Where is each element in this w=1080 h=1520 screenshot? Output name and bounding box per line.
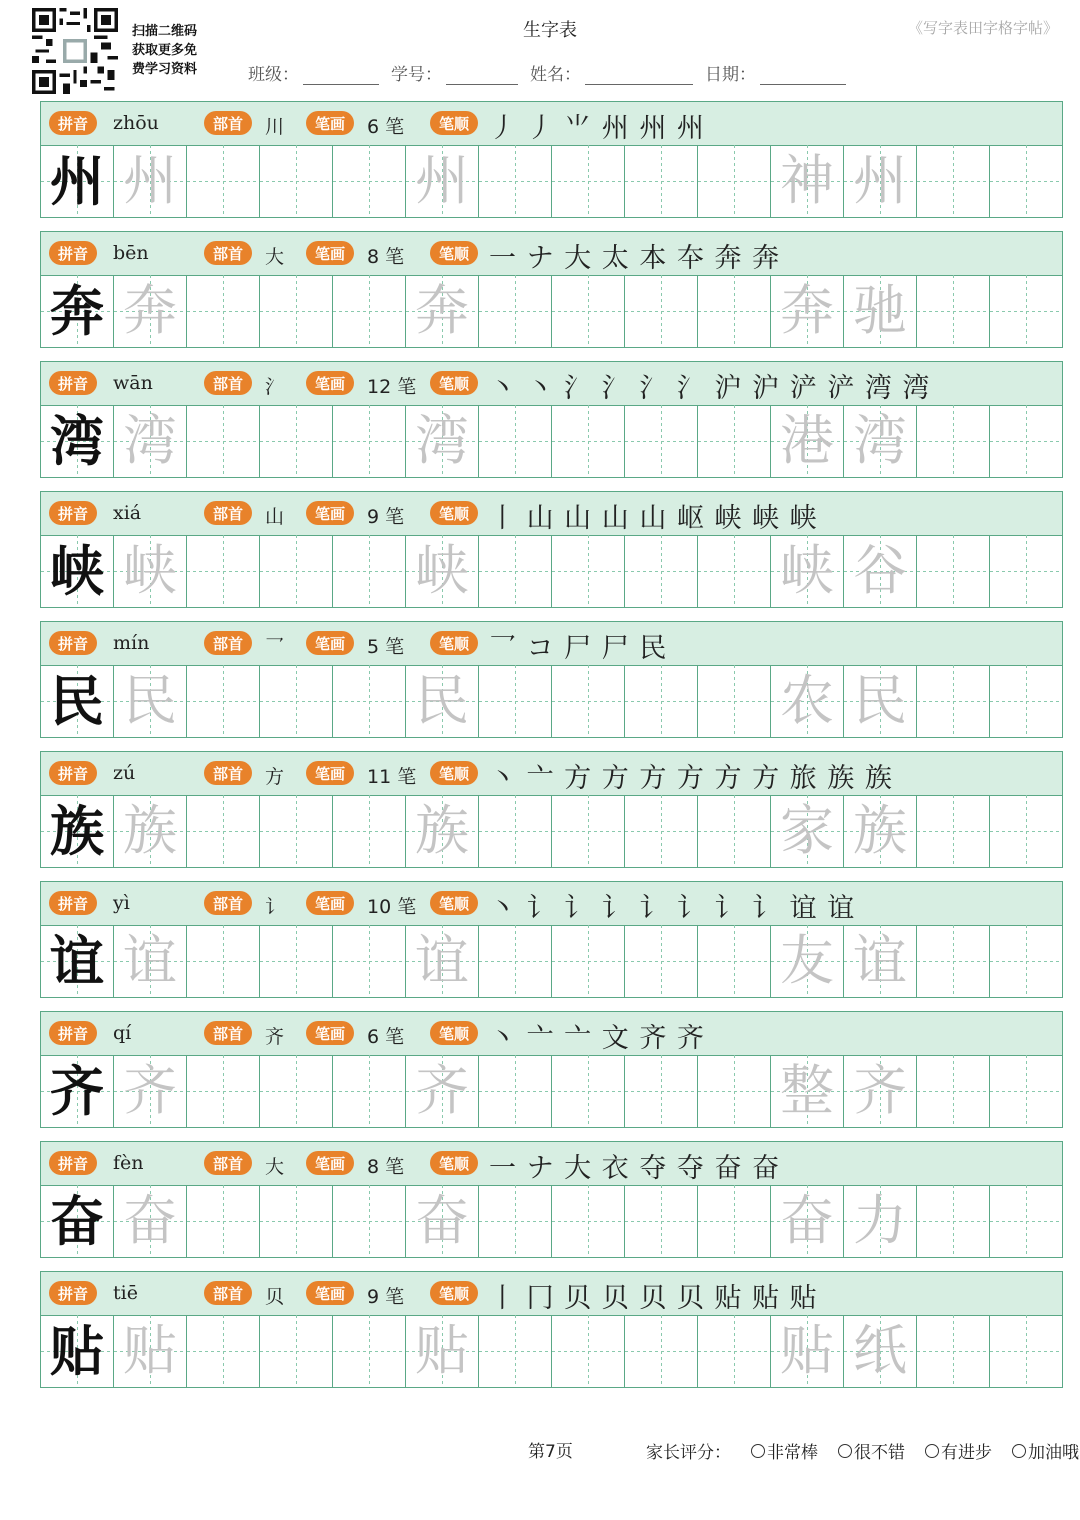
practice-cell[interactable]: [917, 795, 990, 867]
stroke-order-badge: 笔顺: [430, 501, 478, 525]
radical-badge: 部首: [204, 111, 252, 135]
character-row: [40, 1271, 1063, 1390]
radical-value: 氵: [265, 376, 285, 398]
trace-word-cell[interactable]: 谷: [844, 535, 917, 607]
trace-word-cell[interactable]: 奔: [771, 275, 844, 347]
practice-cell[interactable]: [990, 665, 1062, 737]
radical-badge: 部首: [204, 1151, 252, 1175]
strokes-value: 8 笔: [367, 1156, 405, 1178]
radical-value: 大: [265, 246, 285, 268]
practice-cell[interactable]: [187, 535, 260, 607]
rating-option-keep-going[interactable]: [1012, 1438, 1079, 1463]
student-number-field[interactable]: [391, 60, 518, 85]
pinyin-value: bēn: [113, 242, 149, 264]
practice-cell[interactable]: [333, 665, 406, 737]
pinyin-badge: 拼音: [49, 1021, 97, 1045]
character-info-bar: [40, 491, 1063, 536]
practice-cell[interactable]: [698, 1055, 771, 1127]
practice-cell[interactable]: [698, 1315, 771, 1387]
character-row: [40, 621, 1063, 740]
tianzige-grid: [40, 1315, 1063, 1388]
character-row: [40, 1141, 1063, 1260]
option-label: 非常棒: [767, 1443, 818, 1463]
strokes-value: 9 笔: [367, 506, 405, 528]
strokes-badge: 笔画: [306, 111, 354, 135]
character-row: [40, 491, 1063, 610]
practice-cell[interactable]: [260, 275, 333, 347]
trace-word-cell[interactable]: 贴: [771, 1315, 844, 1387]
field-blank[interactable]: [303, 64, 379, 85]
radical-value: 川: [265, 116, 285, 138]
option-label: 加油哦: [1028, 1443, 1079, 1463]
strokes-value: 6 笔: [367, 116, 405, 138]
tianzige-grid: [40, 1185, 1063, 1258]
parent-evaluation: [646, 1438, 1079, 1463]
practice-cell[interactable]: [917, 1055, 990, 1127]
trace-character-cell[interactable]: 湾: [406, 405, 479, 477]
rating-option-improving[interactable]: [925, 1438, 992, 1463]
character-info-bar: [40, 621, 1063, 666]
trace-word-cell[interactable]: 驰: [844, 275, 917, 347]
practice-cell[interactable]: [187, 145, 260, 217]
trace-word-cell[interactable]: 友: [771, 925, 844, 997]
practice-cell[interactable]: [552, 1315, 625, 1387]
option-label: 有进步: [941, 1443, 992, 1463]
stroke-order-badge: 笔顺: [430, 891, 478, 915]
trace-word-cell[interactable]: 家: [771, 795, 844, 867]
practice-cell[interactable]: [698, 275, 771, 347]
model-character-cell[interactable]: 州: [41, 145, 114, 217]
trace-word-cell[interactable]: 力: [844, 1185, 917, 1257]
practice-cell[interactable]: [479, 275, 552, 347]
practice-cell[interactable]: [552, 925, 625, 997]
practice-cell[interactable]: [552, 145, 625, 217]
model-character-cell[interactable]: 奔: [41, 275, 114, 347]
strokes-value: 11 笔: [367, 766, 417, 788]
trace-character-cell[interactable]: 民: [406, 665, 479, 737]
practice-cell[interactable]: [990, 145, 1062, 217]
radical-badge: 部首: [204, 631, 252, 655]
practice-cell[interactable]: [990, 1315, 1062, 1387]
practice-cell[interactable]: [625, 1055, 698, 1127]
practice-cell[interactable]: [917, 1185, 990, 1257]
character-row: [40, 231, 1063, 350]
strokes-value: 12 笔: [367, 376, 417, 398]
trace-character-cell[interactable]: 奔: [114, 275, 187, 347]
trace-character-cell[interactable]: 齐: [114, 1055, 187, 1127]
tianzige-grid: [40, 145, 1063, 218]
trace-word-cell[interactable]: 湾: [844, 405, 917, 477]
qr-line: 扫描二维码: [132, 24, 198, 39]
trace-character-cell[interactable]: 峡: [406, 535, 479, 607]
practice-cell[interactable]: [260, 665, 333, 737]
trace-word-cell[interactable]: 港: [771, 405, 844, 477]
trace-word-cell[interactable]: 谊: [844, 925, 917, 997]
strokes-badge: 笔画: [306, 631, 354, 655]
radical-value: 大: [265, 1156, 285, 1178]
radical-value: 乛: [265, 636, 285, 658]
model-character-cell[interactable]: 民: [41, 665, 114, 737]
practice-cell[interactable]: [552, 665, 625, 737]
practice-cell[interactable]: [187, 1315, 260, 1387]
radical-badge: 部首: [204, 891, 252, 915]
practice-cell[interactable]: [552, 1185, 625, 1257]
radical-badge: 部首: [204, 371, 252, 395]
practice-cell[interactable]: [698, 665, 771, 737]
practice-cell[interactable]: [698, 795, 771, 867]
practice-cell[interactable]: [187, 1055, 260, 1127]
character-info-bar: [40, 751, 1063, 796]
practice-cell[interactable]: [698, 535, 771, 607]
practice-cell[interactable]: [625, 795, 698, 867]
model-character-cell[interactable]: 齐: [41, 1055, 114, 1127]
practice-cell[interactable]: [479, 1055, 552, 1127]
practice-cell[interactable]: [698, 145, 771, 217]
practice-cell[interactable]: [187, 665, 260, 737]
practice-cell[interactable]: [333, 925, 406, 997]
strokes-badge: 笔画: [306, 1281, 354, 1305]
field-label: 学号：: [391, 65, 442, 85]
practice-cell[interactable]: [187, 795, 260, 867]
practice-cell[interactable]: [917, 925, 990, 997]
character-row: [40, 881, 1063, 1000]
radical-badge: 部首: [204, 761, 252, 785]
stroke-order-sequence: 丨 冂 贝 贝 贝 贝 贴 贴 贴: [489, 1283, 818, 1314]
strokes-badge: 笔画: [306, 1151, 354, 1175]
practice-cell[interactable]: [552, 1055, 625, 1127]
radio-circle-icon[interactable]: [1012, 1444, 1026, 1458]
strokes-value: 10 笔: [367, 896, 417, 918]
practice-cell[interactable]: [990, 925, 1062, 997]
practice-cell[interactable]: [625, 665, 698, 737]
practice-cell[interactable]: [625, 275, 698, 347]
tianzige-grid: [40, 795, 1063, 868]
pinyin-badge: 拼音: [49, 1281, 97, 1305]
practice-cell[interactable]: [625, 535, 698, 607]
practice-cell[interactable]: [187, 275, 260, 347]
trace-word-cell[interactable]: 州: [844, 145, 917, 217]
practice-cell[interactable]: [187, 925, 260, 997]
practice-cell[interactable]: [990, 795, 1062, 867]
practice-cell[interactable]: [333, 1315, 406, 1387]
pinyin-value: yì: [113, 892, 130, 914]
page-number: 第7页: [528, 1442, 573, 1462]
model-character-cell[interactable]: 族: [41, 795, 114, 867]
field-label: 班级：: [248, 65, 299, 85]
practice-cell[interactable]: [479, 1315, 552, 1387]
model-character-cell[interactable]: 谊: [41, 925, 114, 997]
strokes-badge: 笔画: [306, 891, 354, 915]
field-label: 姓名：: [530, 65, 581, 85]
trace-character-cell[interactable]: 贴: [406, 1315, 479, 1387]
tianzige-grid: [40, 925, 1063, 998]
practice-cell[interactable]: [552, 795, 625, 867]
pinyin-badge: 拼音: [49, 1151, 97, 1175]
strokes-badge: 笔画: [306, 241, 354, 265]
class-field[interactable]: [248, 60, 379, 85]
stroke-order-sequence: 丶 讠 讠 讠 讠 讠 讠 讠 谊 谊: [489, 893, 856, 924]
qr-line: 获取更多免: [132, 43, 198, 58]
trace-character-cell[interactable]: 州: [114, 145, 187, 217]
trace-character-cell[interactable]: 州: [406, 145, 479, 217]
trace-character-cell[interactable]: 贴: [114, 1315, 187, 1387]
pinyin-badge: 拼音: [49, 501, 97, 525]
practice-cell[interactable]: [479, 1185, 552, 1257]
character-info-bar: [40, 1271, 1063, 1316]
trace-character-cell[interactable]: 谊: [114, 925, 187, 997]
strokes-value: 5 笔: [367, 636, 405, 658]
practice-cell[interactable]: [917, 535, 990, 607]
pinyin-value: zú: [113, 762, 136, 784]
trace-character-cell[interactable]: 谊: [406, 925, 479, 997]
practice-cell[interactable]: [917, 275, 990, 347]
page-subtitle: 《写字表田字格字帖》: [907, 19, 1058, 37]
radio-circle-icon[interactable]: [925, 1444, 939, 1458]
pinyin-badge: 拼音: [49, 761, 97, 785]
character-info-bar: [40, 881, 1063, 926]
trace-character-cell[interactable]: 齐: [406, 1055, 479, 1127]
strokes-badge: 笔画: [306, 501, 354, 525]
field-label: 日期：: [705, 65, 756, 85]
strokes-badge: 笔画: [306, 1021, 354, 1045]
field-blank[interactable]: [585, 64, 693, 85]
practice-cell[interactable]: [552, 535, 625, 607]
strokes-value: 6 笔: [367, 1026, 405, 1048]
stroke-order-badge: 笔顺: [430, 371, 478, 395]
model-character-cell[interactable]: 奋: [41, 1185, 114, 1257]
evaluation-label: 家长评分：: [646, 1443, 731, 1463]
student-info-fields: [248, 60, 858, 85]
tianzige-grid: [40, 535, 1063, 608]
pinyin-value: tiē: [113, 1282, 138, 1304]
pinyin-badge: 拼音: [49, 631, 97, 655]
trace-word-cell[interactable]: 农: [771, 665, 844, 737]
stroke-order-badge: 笔顺: [430, 241, 478, 265]
trace-character-cell[interactable]: 奋: [114, 1185, 187, 1257]
trace-character-cell[interactable]: 峡: [114, 535, 187, 607]
practice-cell[interactable]: [990, 275, 1062, 347]
trace-character-cell[interactable]: 族: [114, 795, 187, 867]
practice-cell[interactable]: [479, 405, 552, 477]
radical-value: 贝: [265, 1286, 285, 1308]
model-character-cell[interactable]: 峡: [41, 535, 114, 607]
practice-cell[interactable]: [260, 1315, 333, 1387]
pinyin-badge: 拼音: [49, 241, 97, 265]
radio-circle-icon[interactable]: [751, 1444, 765, 1458]
practice-cell[interactable]: [333, 275, 406, 347]
option-label: 很不错: [854, 1443, 905, 1463]
date-field[interactable]: [705, 60, 846, 85]
pinyin-badge: 拼音: [49, 371, 97, 395]
practice-cell[interactable]: [625, 1185, 698, 1257]
radical-value: 讠: [265, 896, 285, 918]
pinyin-value: xiá: [113, 502, 142, 524]
practice-cell[interactable]: [625, 1315, 698, 1387]
practice-cell[interactable]: [479, 665, 552, 737]
stroke-order-badge: 笔顺: [430, 1281, 478, 1305]
radical-value: 方: [265, 766, 285, 788]
stroke-order-badge: 笔顺: [430, 761, 478, 785]
practice-cell[interactable]: [187, 405, 260, 477]
pinyin-value: fèn: [113, 1152, 144, 1174]
pinyin-value: mín: [113, 632, 150, 654]
qr-line: 费学习资料: [132, 62, 198, 77]
practice-cell[interactable]: [333, 1055, 406, 1127]
stroke-order-sequence: 丶 亠 亠 文 齐 齐: [489, 1023, 705, 1054]
practice-cell[interactable]: [333, 405, 406, 477]
character-row: [40, 751, 1063, 870]
stroke-order-sequence: 乛 コ 尸 尸 民: [489, 633, 668, 664]
practice-cell[interactable]: [187, 1185, 260, 1257]
practice-cell[interactable]: [917, 665, 990, 737]
strokes-badge: 笔画: [306, 371, 354, 395]
practice-cell[interactable]: [479, 795, 552, 867]
character-row: [40, 361, 1063, 480]
practice-cell[interactable]: [990, 1055, 1062, 1127]
tianzige-grid: [40, 665, 1063, 738]
radical-value: 山: [265, 506, 285, 528]
character-info-bar: [40, 1011, 1063, 1056]
practice-cell[interactable]: [625, 145, 698, 217]
practice-cell[interactable]: [625, 405, 698, 477]
pinyin-value: qí: [113, 1022, 132, 1044]
practice-cell[interactable]: [260, 405, 333, 477]
practice-cell[interactable]: [260, 535, 333, 607]
practice-cell[interactable]: [698, 1185, 771, 1257]
practice-cell[interactable]: [260, 925, 333, 997]
radical-badge: 部首: [204, 1281, 252, 1305]
practice-cell[interactable]: [333, 535, 406, 607]
radio-circle-icon[interactable]: [838, 1444, 852, 1458]
trace-word-cell[interactable]: 纸: [844, 1315, 917, 1387]
character-row: [40, 101, 1063, 220]
practice-cell[interactable]: [479, 535, 552, 607]
practice-cell[interactable]: [333, 795, 406, 867]
rating-option-good[interactable]: [838, 1438, 905, 1463]
character-info-bar: [40, 101, 1063, 146]
radical-value: 齐: [265, 1026, 285, 1048]
tianzige-grid: [40, 1055, 1063, 1128]
pinyin-badge: 拼音: [49, 111, 97, 135]
trace-word-cell[interactable]: 民: [844, 665, 917, 737]
practice-cell[interactable]: [552, 275, 625, 347]
strokes-value: 9 笔: [367, 1286, 405, 1308]
strokes-badge: 笔画: [306, 761, 354, 785]
trace-word-cell[interactable]: 整: [771, 1055, 844, 1127]
stroke-order-sequence: 丶 亠 方 方 方 方 方 方 旅 族 族: [489, 763, 893, 794]
practice-cell[interactable]: [625, 925, 698, 997]
trace-word-cell[interactable]: 齐: [844, 1055, 917, 1127]
practice-cell[interactable]: [698, 925, 771, 997]
stroke-order-sequence: 丨 山 山 山 山 岖 峡 峡 峡: [489, 503, 818, 534]
stroke-order-sequence: 丶 丶 氵 氵 氵 氵 沪 沪 浐 浐 湾 湾: [489, 373, 931, 404]
practice-cell[interactable]: [990, 535, 1062, 607]
stroke-order-badge: 笔顺: [430, 111, 478, 135]
model-character-cell[interactable]: 贴: [41, 1315, 114, 1387]
practice-cell[interactable]: [990, 405, 1062, 477]
radical-badge: 部首: [204, 241, 252, 265]
practice-cell[interactable]: [917, 145, 990, 217]
name-field[interactable]: [530, 60, 693, 85]
practice-cell[interactable]: [260, 1055, 333, 1127]
practice-cell[interactable]: [260, 1185, 333, 1257]
practice-cell[interactable]: [333, 1185, 406, 1257]
trace-word-cell[interactable]: 奋: [771, 1185, 844, 1257]
field-blank[interactable]: [760, 64, 846, 85]
character-info-bar: [40, 361, 1063, 406]
tianzige-grid: [40, 405, 1063, 478]
pinyin-value: wān: [113, 372, 153, 394]
practice-cell[interactable]: [917, 405, 990, 477]
trace-character-cell[interactable]: 族: [406, 795, 479, 867]
practice-cell[interactable]: [333, 145, 406, 217]
practice-cell[interactable]: [479, 145, 552, 217]
pinyin-badge: 拼音: [49, 891, 97, 915]
pinyin-value: zhōu: [113, 112, 159, 134]
practice-cell[interactable]: [260, 145, 333, 217]
trace-word-cell[interactable]: 族: [844, 795, 917, 867]
radical-badge: 部首: [204, 1021, 252, 1045]
tianzige-grid: [40, 275, 1063, 348]
trace-word-cell[interactable]: 峡: [771, 535, 844, 607]
trace-word-cell[interactable]: 神: [771, 145, 844, 217]
character-info-bar: [40, 1141, 1063, 1186]
page-title: 生字表: [523, 20, 577, 41]
radical-badge: 部首: [204, 501, 252, 525]
trace-character-cell[interactable]: 湾: [114, 405, 187, 477]
practice-cell[interactable]: [260, 795, 333, 867]
stroke-order-badge: 笔顺: [430, 631, 478, 655]
practice-cell[interactable]: [552, 405, 625, 477]
practice-cell[interactable]: [479, 925, 552, 997]
stroke-order-badge: 笔顺: [430, 1151, 478, 1175]
practice-cell[interactable]: [917, 1315, 990, 1387]
rating-option-excellent[interactable]: [751, 1438, 818, 1463]
trace-character-cell[interactable]: 奔: [406, 275, 479, 347]
field-blank[interactable]: [446, 64, 518, 85]
stroke-order-sequence: 丿 丿 ⺌ 州 州 州: [489, 113, 705, 144]
strokes-value: 8 笔: [367, 246, 405, 268]
practice-cell[interactable]: [698, 405, 771, 477]
stroke-order-sequence: 一 ナ 大 太 本 夲 奔 奔: [489, 243, 781, 274]
character-row: [40, 1011, 1063, 1130]
stroke-order-badge: 笔顺: [430, 1021, 478, 1045]
model-character-cell[interactable]: 湾: [41, 405, 114, 477]
character-info-bar: [40, 231, 1063, 276]
trace-character-cell[interactable]: 奋: [406, 1185, 479, 1257]
practice-cell[interactable]: [990, 1185, 1062, 1257]
stroke-order-sequence: 一 ナ 大 衣 夺 夺 奋 奋: [489, 1153, 781, 1184]
trace-character-cell[interactable]: 民: [114, 665, 187, 737]
